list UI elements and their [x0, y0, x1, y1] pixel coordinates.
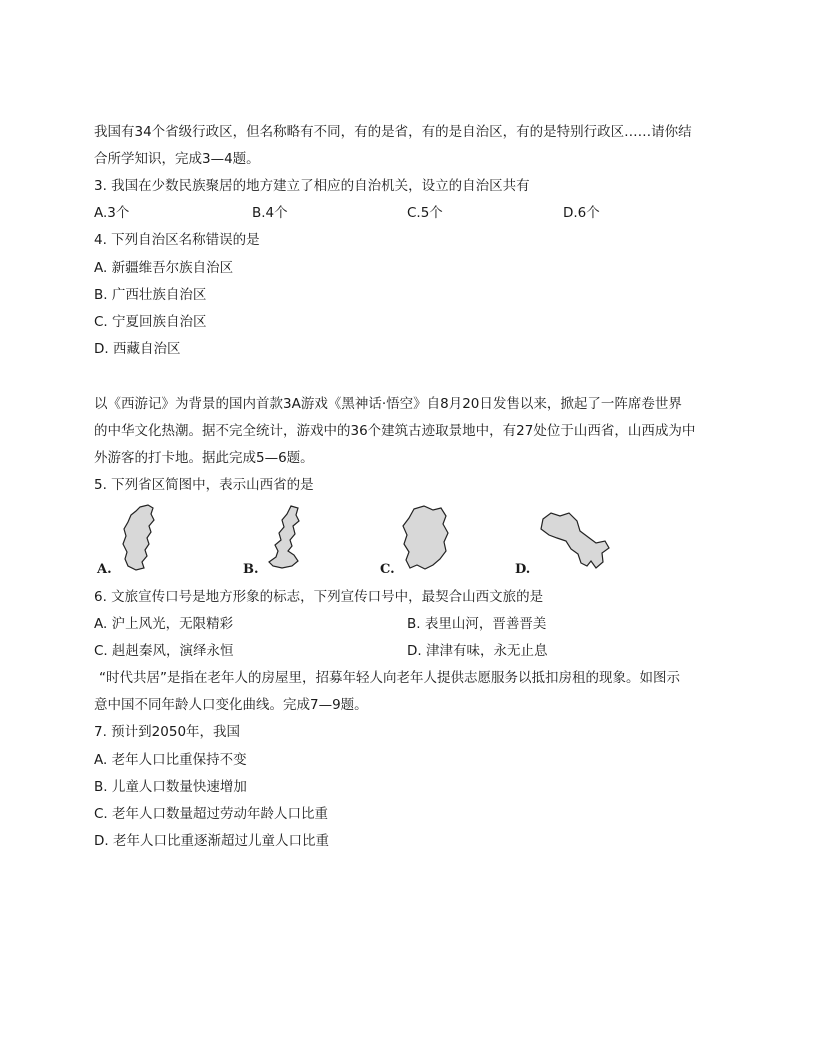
passage1-line2: 合所学知识，完成3—4题。 — [94, 151, 260, 167]
shaanxi-outline-icon — [264, 504, 304, 572]
q4-option-b: B. 广西壮族自治区 — [94, 287, 207, 303]
q7-stem: 7. 预计到2050年，我国 — [94, 724, 241, 740]
passage3-line2: 意中国不同年龄人口变化曲线。完成7—9题。 — [94, 697, 368, 713]
q4-option-c: C. 宁夏回族自治区 — [94, 314, 207, 330]
gansu-outline-icon — [536, 504, 612, 574]
q7-option-a: A. 老年人口比重保持不变 — [94, 752, 247, 768]
q6-option-c: C. 赳赳秦风，演绎永恒 — [94, 643, 234, 659]
q3-option-c: C.5个 — [407, 205, 443, 221]
passage3-line1: “时代共居”是指在老年人的房屋里，招募年轻人向老年人提供志愿服务以抵扣房租的现象。如图示 — [99, 670, 680, 686]
shanxi-outline-icon — [118, 504, 158, 572]
q7-option-d: D. 老年人口比重逐渐超过儿童人口比重 — [94, 833, 329, 849]
q3-option-b: B.4个 — [252, 205, 288, 221]
q5-stem: 5. 下列省区简图中，表示山西省的是 — [94, 477, 314, 493]
q7-option-c: C. 老年人口数量超过劳动年龄人口比重 — [94, 806, 329, 822]
q3-option-d: D.6个 — [563, 205, 600, 221]
q3-option-a: A.3个 — [94, 205, 130, 221]
q4-option-d: D. 西藏自治区 — [94, 341, 181, 357]
q4-stem: 4. 下列自治区名称错误的是 — [94, 232, 260, 248]
q6-stem: 6. 文旅宣传口号是地方形象的标志，下列宣传口号中，最契合山西文旅的是 — [94, 589, 544, 605]
q6-option-d: D. 津津有味，永无止息 — [407, 643, 548, 659]
q3-stem: 3. 我国在少数民族聚居的地方建立了相应的自治机关，设立的自治区共有 — [94, 178, 530, 194]
passage2-line3: 外游客的打卡地。据此完成5—6题。 — [94, 450, 314, 466]
map-label-c: C. — [380, 562, 395, 577]
map-label-a: A. — [97, 562, 112, 577]
q6-option-b: B. 表里山河，晋善晋美 — [407, 616, 547, 632]
q6-option-a: A. 沪上风光，无限精彩 — [94, 616, 234, 632]
q4-option-a: A. 新疆维吾尔族自治区 — [94, 260, 234, 276]
passage2-line2: 的中华文化热潮。据不完全统计，游戏中的36个建筑古迹取景地中，有27处位于山西省，山西成为中 — [94, 423, 696, 439]
q7-option-b: B. 儿童人口数量快速增加 — [94, 779, 247, 795]
map-label-d: D. — [515, 562, 531, 577]
passage1-line1: 我国有34个省级行政区，但名称略有不同，有的是省，有的是自治区，有的是特别行政区……请你结 — [94, 124, 692, 140]
passage2-line1: 以《西游记》为背景的国内首款3A游戏《黑神话·悟空》自8月20日发售以来，掀起了一阵席卷世界 — [94, 396, 682, 412]
map-label-b: B. — [243, 562, 259, 577]
henan-outline-icon — [398, 504, 452, 572]
